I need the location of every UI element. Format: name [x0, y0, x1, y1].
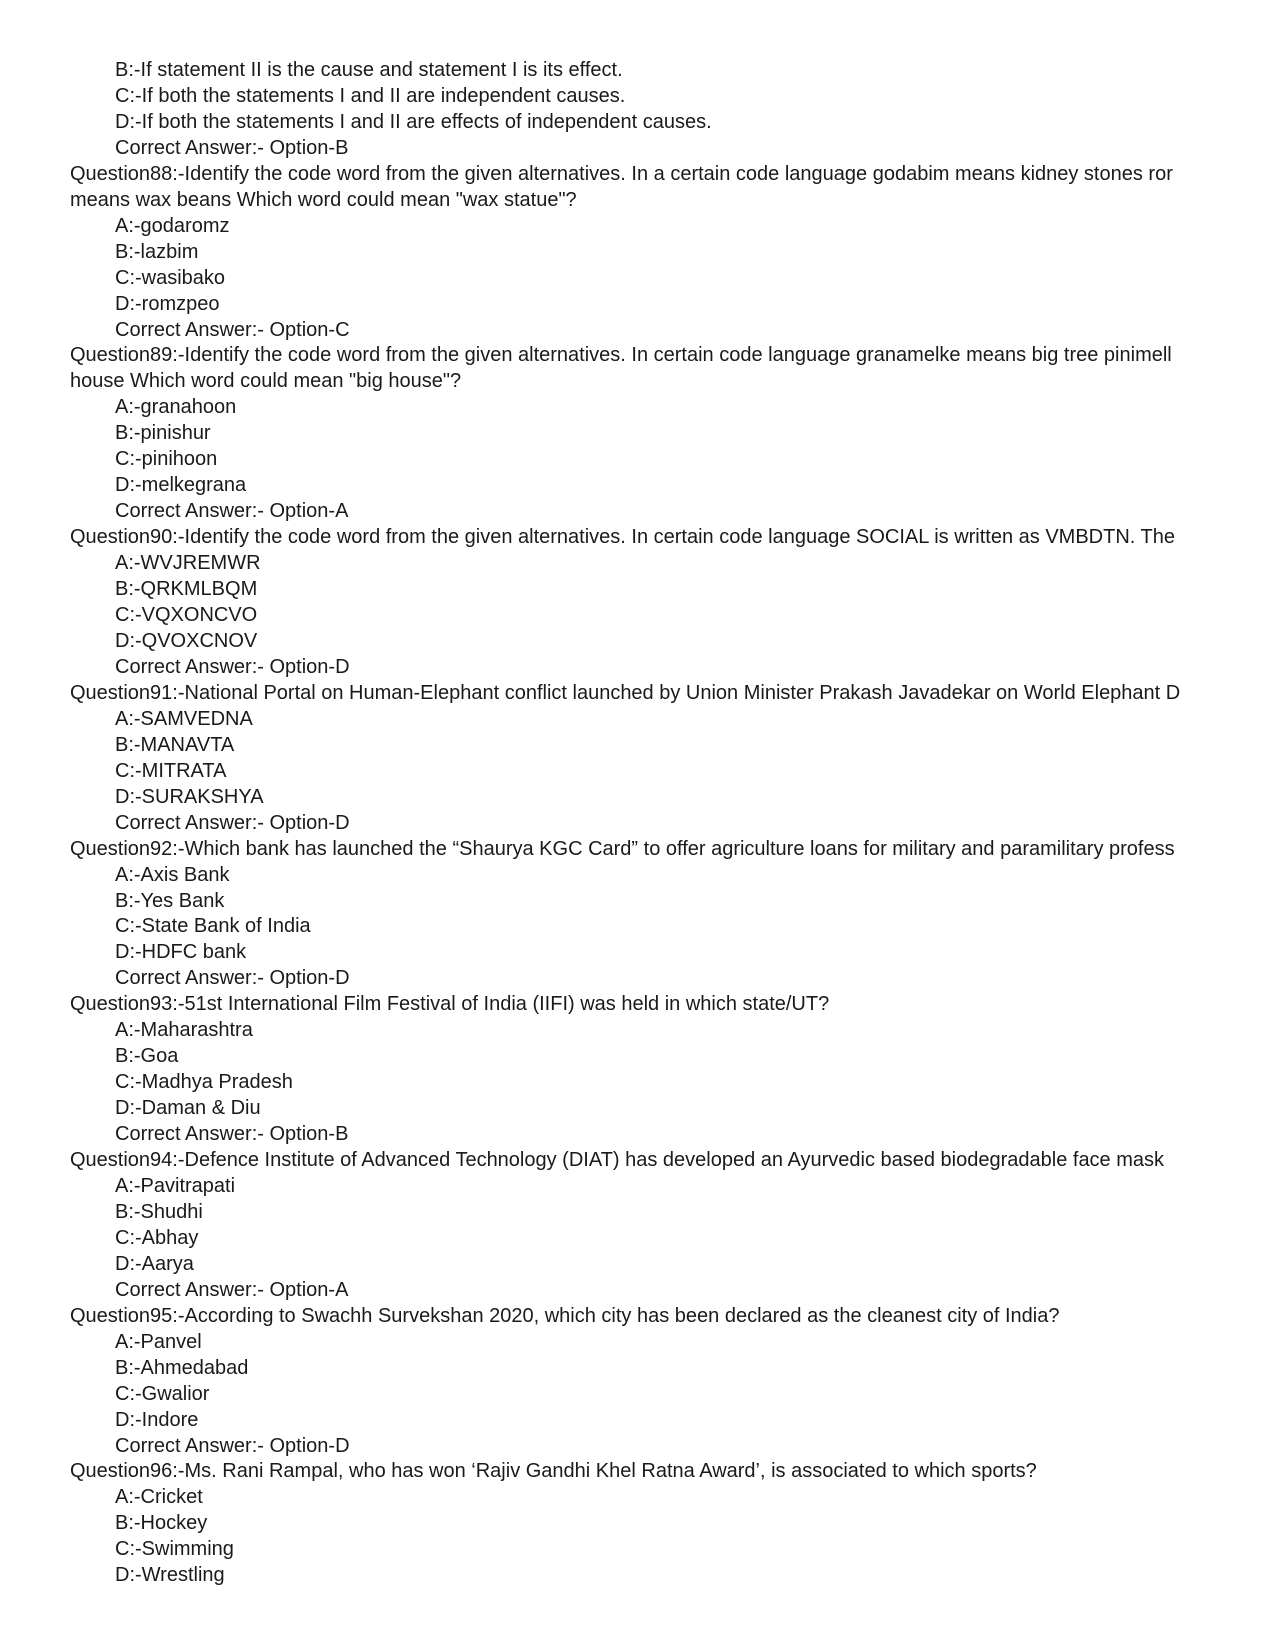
option-c: C:-If both the statements I and II are independent causes. — [115, 84, 626, 107]
question-text — [70, 992, 1218, 1018]
option-c: C:-State Bank of India — [115, 915, 311, 938]
question-line: Question88:-Identify the code word from the given alternatives. In a certain code language godabim means kidney stones ror — [70, 162, 1173, 185]
option-a: A:-WVJREMWR — [115, 552, 261, 575]
question-text — [70, 1459, 1218, 1485]
question-line: Question91:-National Portal on Human-Elephant conflict launched by Union Minister Prakash Javadekar on World Elephant D — [70, 681, 1181, 704]
question-block — [70, 525, 1218, 681]
question-text — [70, 1148, 1218, 1174]
questions — [70, 162, 1218, 1589]
question-line: Question95:-According to Swachh Survekshan 2020, which city has been declared as the cleanest city of India? — [70, 1304, 1060, 1327]
option-a: A:-Axis Bank — [115, 863, 230, 886]
question-text — [70, 525, 1218, 551]
option-a: A:-godaromz — [115, 214, 230, 237]
option-c: C:-Swimming — [115, 1538, 234, 1561]
option-b: B:-QRKMLBQM — [115, 578, 258, 601]
option-c: C:-Gwalior — [115, 1382, 210, 1405]
correct-answer: Correct Answer:- Option-C — [115, 318, 350, 341]
correct-answer: Correct Answer:- Option-A — [115, 500, 349, 523]
question-block — [70, 1148, 1218, 1304]
option-b: B:-lazbim — [115, 240, 199, 263]
question-block — [70, 992, 1218, 1148]
previous-question-tail — [70, 58, 1218, 162]
correct-answer: Correct Answer:- Option-D — [115, 655, 350, 678]
question-text — [70, 837, 1218, 863]
question-line: Question89:-Identify the code word from the given alternatives. In certain code language granamelke means big tree pinimell — [70, 344, 1172, 367]
question-line: Question92:-Which bank has launched the “Shaurya KGC Card” to offer agriculture loans for military and paramilitary profess — [70, 837, 1175, 860]
option-d: D:-SURAKSHYA — [115, 785, 264, 808]
correct-answer: Correct Answer:- Option-D — [115, 811, 350, 834]
correct-answer: Correct Answer:- Option-B — [115, 1123, 349, 1146]
option-c: C:-wasibako — [115, 266, 226, 289]
question-block — [70, 1304, 1218, 1460]
option-a: A:-Maharashtra — [115, 1019, 253, 1042]
question-block — [70, 1459, 1218, 1589]
option-d: D:-melkegrana — [115, 474, 247, 497]
option-b: B:-MANAVTA — [115, 733, 235, 756]
option-c: C:-Abhay — [115, 1226, 199, 1249]
option-a: A:-Panvel — [115, 1330, 202, 1353]
option-d: D:-HDFC bank — [115, 941, 247, 964]
question-line: Question90:-Identify the code word from the given alternatives. In certain code language SOCIAL is written as VMBDTN. The — [70, 526, 1175, 549]
option-b: B:-Goa — [115, 1045, 179, 1068]
option-d: D:-Indore — [115, 1408, 199, 1431]
correct-answer: Correct Answer:- Option-D — [115, 967, 350, 990]
question-block — [70, 343, 1218, 525]
question-line: means wax beans Which word could mean "wax statue"? — [70, 188, 577, 211]
option-c: C:-pinihoon — [115, 448, 218, 471]
correct-answer: Correct Answer:- Option-D — [115, 1434, 350, 1457]
question-text-continued — [70, 188, 1218, 214]
question-line: Question96:-Ms. Rani Rampal, who has won ‘Rajiv Gandhi Khel Ratna Award’, is associated to which sports? — [70, 1460, 1037, 1483]
option-c: C:-MITRATA — [115, 759, 227, 782]
option-a: A:-SAMVEDNA — [115, 707, 253, 730]
option-d: D:-Aarya — [115, 1252, 194, 1275]
question-line: house Which word could mean "big house"? — [70, 370, 462, 393]
option-d: D:-QVOXCNOV — [115, 629, 258, 652]
option-d: D:-If both the statements I and II are effects of independent causes. — [115, 110, 712, 133]
option-c: C:-Madhya Pradesh — [115, 1071, 293, 1094]
option-b: B:-pinishur — [115, 422, 211, 445]
question-list — [70, 58, 1218, 1589]
option-b: B:-If statement II is the cause and statement I is its effect. — [115, 59, 623, 81]
question-text — [70, 681, 1218, 707]
question-text — [70, 1304, 1218, 1330]
option-b: B:-Hockey — [115, 1512, 208, 1535]
option-b: B:-Ahmedabad — [115, 1356, 249, 1379]
correct-answer: Correct Answer:- Option-B — [115, 136, 349, 159]
question-block — [70, 162, 1218, 344]
question-block — [70, 837, 1218, 993]
option-b: B:-Shudhi — [115, 1200, 203, 1223]
option-d: D:-Daman & Diu — [115, 1097, 261, 1120]
question-text-continued — [70, 369, 1218, 395]
question-line: Question93:-51st International Film Festival of India (IIFI) was held in which state/UT? — [70, 993, 830, 1016]
question-text — [70, 343, 1218, 369]
question-block — [70, 681, 1218, 837]
option-c: C:-VQXONCVO — [115, 604, 258, 627]
question-text — [70, 162, 1218, 188]
option-a: A:-Cricket — [115, 1486, 203, 1509]
question-line: Question94:-Defence Institute of Advanced Technology (DIAT) has developed an Ayurvedic based biodegradable face mask — [70, 1149, 1165, 1172]
option-a: A:-Pavitrapati — [115, 1174, 236, 1197]
correct-answer: Correct Answer:- Option-A — [115, 1278, 349, 1301]
option-d: D:-romzpeo — [115, 292, 220, 315]
option-a: A:-granahoon — [115, 396, 237, 419]
option-d: D:-Wrestling — [115, 1564, 225, 1587]
option-b: B:-Yes Bank — [115, 889, 225, 912]
